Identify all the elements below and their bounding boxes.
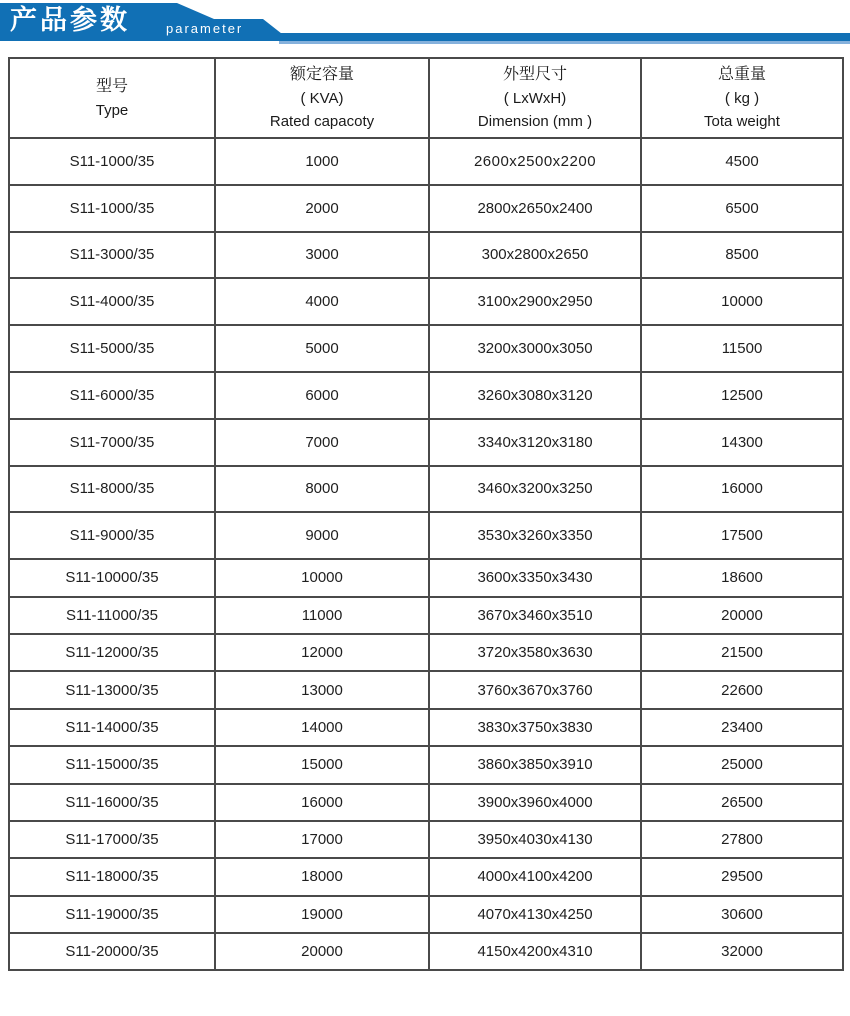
table-row (9, 597, 843, 634)
cell-weight: 22600 (641, 671, 843, 708)
column-header-capacity-en: Rated capacoty (269, 113, 375, 130)
banner-accent-line (279, 33, 850, 41)
cell-capacity: 3000 (215, 232, 429, 279)
cell-dimension: 4070x4130x4250 (429, 896, 641, 933)
cell-model: S11-1000/35 (9, 185, 215, 232)
cell-model: S11-1000/35 (9, 138, 215, 185)
table-row (9, 746, 843, 783)
cell-weight: 27800 (641, 821, 843, 858)
cell-capacity: 6000 (215, 372, 429, 419)
cell-dimension: 2800x2650x2400 (429, 185, 641, 232)
table-row (9, 185, 843, 232)
cell-dimension: 4000x4100x4200 (429, 858, 641, 895)
cell-capacity: 18000 (215, 858, 429, 895)
table-row (9, 784, 843, 821)
table-header (9, 58, 843, 138)
table-row (9, 709, 843, 746)
cell-model: S11-19000/35 (9, 896, 215, 933)
cell-model: S11-3000/35 (9, 232, 215, 279)
cell-dimension: 3530x3260x3350 (429, 512, 641, 559)
cell-dimension: 4150x4200x4310 (429, 933, 641, 970)
column-header-dimension-en: Dimension (mm ) (477, 113, 593, 130)
cell-weight: 30600 (641, 896, 843, 933)
table-row (9, 232, 843, 279)
cell-weight: 8500 (641, 232, 843, 279)
cell-model: S11-6000/35 (9, 372, 215, 419)
cell-model: S11-17000/35 (9, 821, 215, 858)
cell-capacity: 17000 (215, 821, 429, 858)
table-row (9, 858, 843, 895)
table-row (9, 933, 843, 970)
table-row (9, 671, 843, 708)
table-row (9, 419, 843, 466)
column-header-model-cn: 型号 (95, 77, 128, 95)
cell-dimension: 3760x3670x3760 (429, 671, 641, 708)
cell-dimension: 3670x3460x3510 (429, 597, 641, 634)
cell-weight: 20000 (641, 597, 843, 634)
column-header-dimension-cn: 外型尺寸 (502, 66, 567, 83)
cell-capacity: 16000 (215, 784, 429, 821)
cell-weight: 18600 (641, 559, 843, 596)
cell-dimension: 3100x2900x2950 (429, 278, 641, 325)
cell-weight: 10000 (641, 278, 843, 325)
cell-dimension: 3460x3200x3250 (429, 466, 641, 513)
cell-weight: 4500 (641, 138, 843, 185)
cell-capacity: 7000 (215, 419, 429, 466)
cell-capacity: 1000 (215, 138, 429, 185)
cell-weight: 16000 (641, 466, 843, 513)
banner-accent-underline (279, 41, 850, 44)
cell-model: S11-11000/35 (9, 597, 215, 634)
table-row (9, 138, 843, 185)
cell-capacity: 14000 (215, 709, 429, 746)
cell-capacity: 5000 (215, 325, 429, 372)
cell-dimension: 3200x3000x3050 (429, 325, 641, 372)
cell-weight: 23400 (641, 709, 843, 746)
cell-weight: 25000 (641, 746, 843, 783)
cell-model: S11-15000/35 (9, 746, 215, 783)
page-title: 产品参数 (10, 5, 130, 35)
cell-model: S11-18000/35 (9, 858, 215, 895)
cell-capacity: 4000 (215, 278, 429, 325)
table-row (9, 821, 843, 858)
cell-capacity: 13000 (215, 671, 429, 708)
cell-dimension: 2600x2500x2200 (429, 138, 641, 185)
cell-dimension: 3600x3350x3430 (429, 559, 641, 596)
cell-model: S11-7000/35 (9, 419, 215, 466)
spec-table (8, 57, 844, 971)
cell-capacity: 19000 (215, 896, 429, 933)
cell-model: S11-16000/35 (9, 784, 215, 821)
cell-weight: 26500 (641, 784, 843, 821)
cell-capacity: 2000 (215, 185, 429, 232)
banner (0, 0, 850, 50)
cell-capacity: 12000 (215, 634, 429, 671)
table-body (9, 138, 843, 970)
cell-weight: 14300 (641, 419, 843, 466)
cell-capacity: 10000 (215, 559, 429, 596)
cell-capacity: 11000 (215, 597, 429, 634)
cell-dimension: 3720x3580x3630 (429, 634, 641, 671)
page-subtitle: parameter (166, 21, 244, 36)
cell-model: S11-20000/35 (9, 933, 215, 970)
cell-model: S11-5000/35 (9, 325, 215, 372)
table-row (9, 634, 843, 671)
cell-capacity: 9000 (215, 512, 429, 559)
cell-model: S11-13000/35 (9, 671, 215, 708)
table-row (9, 896, 843, 933)
cell-weight: 11500 (641, 325, 843, 372)
table-row (9, 278, 843, 325)
cell-model: S11-8000/35 (9, 466, 215, 513)
column-header-capacity-unit: ( KVA) (300, 90, 344, 107)
cell-weight: 6500 (641, 185, 843, 232)
cell-dimension: 3340x3120x3180 (429, 419, 641, 466)
column-header-model-en: Type (95, 101, 129, 119)
cell-dimension: 3950x4030x4130 (429, 821, 641, 858)
cell-dimension: 3900x3960x4000 (429, 784, 641, 821)
cell-weight: 21500 (641, 634, 843, 671)
cell-capacity: 20000 (215, 933, 429, 970)
table-header-row (9, 58, 843, 138)
table-row (9, 559, 843, 596)
cell-weight: 12500 (641, 372, 843, 419)
column-header-weight-unit: ( kg ) (724, 90, 760, 107)
cell-dimension: 3260x3080x3120 (429, 372, 641, 419)
column-header-dimension (429, 58, 641, 138)
column-header-dimension-unit: ( LxWxH) (503, 90, 567, 107)
cell-weight: 17500 (641, 512, 843, 559)
column-header-capacity (215, 58, 429, 138)
cell-model: S11-4000/35 (9, 278, 215, 325)
cell-dimension: 300x2800x2650 (429, 232, 641, 279)
cell-capacity: 15000 (215, 746, 429, 783)
cell-weight: 32000 (641, 933, 843, 970)
cell-capacity: 8000 (215, 466, 429, 513)
table-row (9, 466, 843, 513)
column-header-model (9, 58, 215, 138)
column-header-weight-en: Tota weight (704, 113, 780, 130)
cell-model: S11-12000/35 (9, 634, 215, 671)
cell-dimension: 3830x3750x3830 (429, 709, 641, 746)
cell-model: S11-9000/35 (9, 512, 215, 559)
column-header-weight (641, 58, 843, 138)
table-row (9, 372, 843, 419)
table-row (9, 325, 843, 372)
cell-weight: 29500 (641, 858, 843, 895)
column-header-capacity-cn: 额定容量 (289, 66, 354, 83)
cell-model: S11-10000/35 (9, 559, 215, 596)
table-row (9, 512, 843, 559)
column-header-weight-cn: 总重量 (717, 66, 766, 83)
cell-dimension: 3860x3850x3910 (429, 746, 641, 783)
cell-model: S11-14000/35 (9, 709, 215, 746)
